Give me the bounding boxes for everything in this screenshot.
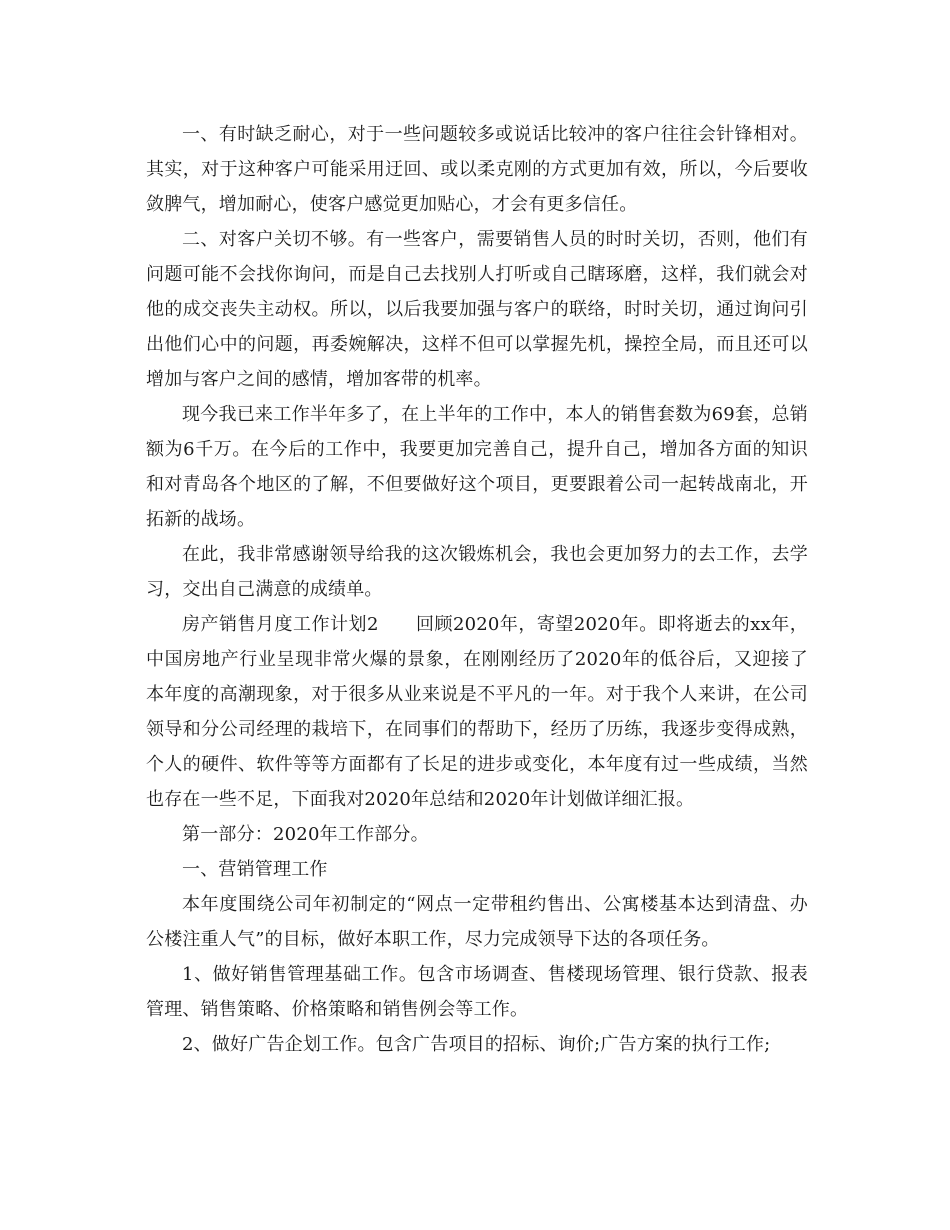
paragraph-customer-care: 二、对客户关切不够。有一些客户，需要销售人员的时时关切，否则，他们有问题可能不会找你询问，而是自己去找别人打听或自己瞎琢磨，这样，我们就会对他的成交丧失主动权。所以，以后我要加强与客户的联络，时时关切，通过询问引出他们心中的问题，再委婉解决，这样不但可以掌握先机，操控全局，而且还可以增加与客户之间的感情，增加客带的机率。 — [146, 229, 808, 390]
list-item-advertising: 2、做好广告企划工作。包含广告项目的招标、询价;广告方案的执行工作; — [182, 1034, 771, 1055]
paragraph-monthly-plan-2: 房产销售月度工作计划2 回顾2020年，寄望2020年。即将逝去的xx年，中国房地产行业呈现非常火爆的景象，在刚刚经历了2020年的低谷后，又迎接了本年度的高潮现象，对于很多从业来说是不平凡的一年。对于我个人来讲，在公司领导和分公司经理的栽培下，在同事们的帮助下，经历了历练，我逐步变得成熟，个人的硬件、软件等等方面都有了长足的进步或变化，本年度有过一些成绩，当然也存在一些不足，下面我对2020年总结和2020年计划做详细汇报。 — [146, 614, 808, 810]
list-item-sales-management: 1、做好销售管理基础工作。包含市场调查、售楼现场管理、银行贷款、报表管理、销售策略、价格策略和销售例会等工作。 — [146, 964, 808, 1020]
document-body — [146, 117, 808, 1062]
paragraph-half-year-summary: 现今我已来工作半年多了，在上半年的工作中，本人的销售套数为69套，总销额为6千万。在今后的工作中，我要更加完善自己，提升自己，增加各方面的知识和对青岛各个地区的了解，不但要做好这个项目，更要跟着公司一起转战南北，开拓新的战场。 — [146, 404, 808, 530]
paragraph-impatience: 一、有时缺乏耐心，对于一些问题较多或说话比较冲的客户往往会针锋相对。其实，对于这种客户可能采用迂回、或以柔克刚的方式更加有效，所以，今后要收敛脾气，增加耐心，使客户感觉更加贴心，才会有更多信任。 — [146, 124, 808, 215]
paragraph-thanks: 在此，我非常感谢领导给我的这次锻炼机会，我也会更加努力的去工作，去学习，交出自己满意的成绩单。 — [146, 544, 808, 600]
section-heading-marketing: 一、营销管理工作 — [182, 859, 328, 880]
paragraph-annual-goals: 本年度围绕公司年初制定的“网点一定带租约售出、公寓楼基本达到清盘、办公楼注重人气”的目标，做好本职工作，尽力完成领导下达的各项任务。 — [146, 894, 808, 950]
section-heading-part-one: 第一部分：2020年工作部分。 — [182, 824, 429, 845]
